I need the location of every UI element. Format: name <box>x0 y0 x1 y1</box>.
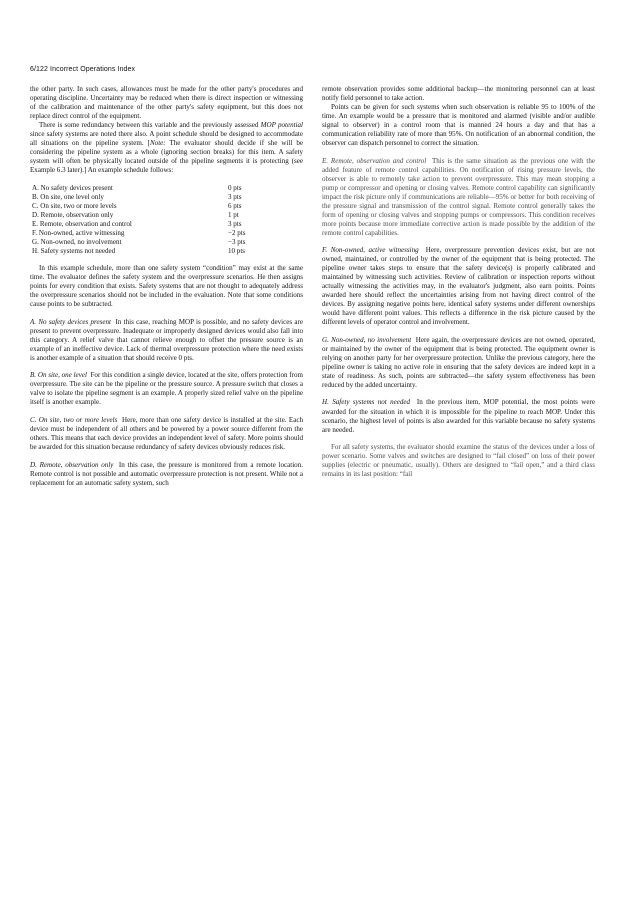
schedule-points: 3 pts <box>228 219 242 228</box>
item-c-heading: C. On site, two or more levels <box>30 416 118 424</box>
schedule-row <box>32 220 303 229</box>
spacer <box>322 148 595 157</box>
schedule-points: 10 pts <box>228 246 246 255</box>
item-d-paragraph <box>30 461 303 488</box>
item-g-body: Here again, the overpressure devices are not owned, operated, or maintained by the owner of the equipment that is being protected. The equipment owner is relying on another party for her overpressure protection. Unlike the previous category, here the pipeline owner is taking no active role in ensuring that the safety devices are indeed kept in a state of readiness. As such, points are subtracted—the safety system effectiveness has been reduced by the added uncertainty. <box>322 335 595 389</box>
item-f-paragraph <box>322 246 595 327</box>
item-d-heading: D. Remote, observation only <box>30 460 114 469</box>
item-e-paragraph <box>322 157 595 238</box>
schedule-explanation: In this example schedule, more than one safety system “condition” may exist at the same time. The evaluator defines the safety system and the overpressure scenarios. He then assigns points for every condition that exists. Safety systems that are not thought to adequately address the overpressure scenarios should not be included in the evaluation. Note that some conditions cause points to be subtracted. <box>30 264 303 309</box>
schedule-label: G. Non-owned, no involvement <box>32 237 122 246</box>
schedule-points: 3 pts <box>228 192 242 201</box>
item-e-heading: E. Remote, observation and control <box>322 156 427 165</box>
item-g-heading: G. Non-owned, no involvement <box>322 335 412 344</box>
item-a-paragraph <box>30 318 303 363</box>
item-f-body: Here, overpressure prevention devices exist, but are not owned, maintained, or controlled by the owner of the equipment that is being protected. The pipeline owner takes steps to ensure that the safety device(s) is properly calibrated and maintained by witnessing such activities. Review of calibration or inspection reports without actually witnessing the activities may, in the evaluator's judgment, also earn points. Points awarded here should reflect the uncertainties arising from not having direct control of the devices. By assigning negative points here, identical safety systems under different ownerships would have different point values. This reflects a difference in the risk picture caused by the different levels of operator control and involvement. <box>322 246 595 327</box>
loss-of-power-paragraph: For all safety systems, the evaluator should examine the status of the devices under a loss of power scenario. Some valves and switches are designed to “fail closed” on loss of their power supplies (electric or pneumatic, usually). Others are designed to “fail open,” and a third class remains in its last position: “fail <box>322 443 595 479</box>
item-b-paragraph <box>30 371 303 407</box>
item-b-body: For this condition a single device, located at the site, offers protection from overpressure. The site can be the pipeline or the pressure source. A pressure switch that closes a valve to isolate the pipeline segment is an example. A properly sized relief valve on the pipeline itself is another example. <box>30 371 303 407</box>
item-h-heading: H. Safety systems not needed <box>322 398 411 407</box>
intro-paragraph-1: the other party. In such cases, allowances must be made for the other party's procedures and operating discipline. Uncertainty may be reduced when there is direct inspection or witnessing of the calibration and maintenance of the other party's safety equipment, but this does not replace direct control of the equipment. <box>30 85 303 121</box>
item-c-paragraph <box>30 416 303 452</box>
schedule-row <box>32 211 303 220</box>
spacer <box>30 408 303 417</box>
right-column <box>322 85 595 479</box>
spacer <box>30 452 303 461</box>
schedule-label: C. On site, two or more levels <box>32 201 117 210</box>
note-label: Note: <box>149 139 166 148</box>
spacer <box>322 390 595 399</box>
schedule-row <box>32 238 303 247</box>
spacer <box>30 309 303 318</box>
schedule-row <box>32 247 303 256</box>
schedule-points: 6 pts <box>228 201 242 210</box>
schedule-label: A. No safety devices present <box>32 183 113 192</box>
item-f-heading: F. Non-owned, active witnessing <box>322 246 419 255</box>
reliability-paragraph: Points can be given for such systems when such observation is reliable 95 to 100% of the time. An example would be a pressure that is monitored and alarmed (visible and/or audible signal to observer) in a control room that is manned 24 hours a day and that has a communication reliability rate of more than 95%. On notification of an abnormal condition, the observer can dispatch personnel to correct the situation. <box>322 103 595 148</box>
spacer <box>30 363 303 372</box>
schedule-row <box>32 202 303 211</box>
schedule-label: E. Remote, observation and control <box>32 219 132 228</box>
schedule-label: B. On site, one level only <box>32 192 104 201</box>
item-a-body: In this case, reaching MOP is possible, and no safety devices are present to prevent overpressure. Inadequate or improperly designed devices would also fall into this category. A relief valve that cannot relieve enough to offset the pressure source is an example of an ineffective device. Lack of thermal overpressure protection where the need exists is another example of a situation that should receive 0 pts. <box>30 317 303 362</box>
spacer <box>322 238 595 247</box>
schedule-label: D. Remote, observation only <box>32 210 114 219</box>
intro-text: The evaluator should decide if she will be considering the pipeline system as a whole (ignoring section breaks) for this item. A safety system will often be physically located outside of the pipeline segments it is protecting (see Example 6.3 later).] An example schedule follows: <box>30 139 303 175</box>
running-head: 6/122 Incorrect Operations Index <box>30 66 136 73</box>
item-d-body: In this case, the pressure is monitored from a remote location. Remote control is not possible and automatic overpressure protection is not present. While not a replacement for an automatic safety system, such <box>30 460 303 487</box>
mop-potential-term: MOP potential <box>260 121 304 130</box>
schedule-label: F. Non-owned, active witnessing <box>32 228 125 237</box>
item-c-body: Here, more than one safety device is installed at the site. Each device must be independent of all others and be powered by a power source different from the others. This means that each device provides an independent level of safety. More points should be awarded for this situation because redundancy of safety devices obviously reduces risk. <box>30 416 304 452</box>
spacer <box>30 175 303 184</box>
item-e-body: This is the same situation as the previous one with the added feature of remote control capabilities. On notification of rising pressure levels, the observer is able to remotely take action to prevent overpressure. This may mean stopping a pump or compressor and opening or closing valves. Remote control capability can significantly impact the risk picture only if communications are reliable—95% or better for both receiving of the pressure signal and transmission of the control signal. Remote control generally takes the form of opening or closing valves and stopping pumps or compressors. This condition receives more points because more immediate corrective action is made possible by the addition of the remote control capabilities. <box>322 156 595 237</box>
schedule-points: 0 pts <box>228 183 242 192</box>
schedule-row <box>32 229 303 238</box>
schedule-label: H. Safety systems not needed <box>32 246 116 255</box>
spacer <box>322 327 595 336</box>
spacer <box>30 256 303 265</box>
intro-paragraph-2 <box>30 121 303 175</box>
item-h-body: In the previous item, MOP potential, the most points were awarded for the situation in which it is impossible for the pipeline to reach MOP. Under this scenario, the highest level of points is also awarded for this variable because no safety systems are needed. <box>322 398 595 434</box>
point-schedule <box>32 184 303 256</box>
schedule-points: −2 pts <box>228 228 246 237</box>
spacer <box>322 435 595 444</box>
intro-text: since safety systems are noted there also. A point schedule should be designed to accommodate all situations on the pipeline system. [ <box>30 130 303 148</box>
item-a-heading: A. No safety devices present <box>30 317 111 326</box>
schedule-row <box>32 184 303 193</box>
schedule-points: −3 pts <box>228 237 246 246</box>
continued-paragraph: remote observation provides some additional backup—the monitoring personnel can at least notify field personnel to take action. <box>322 85 595 103</box>
item-b-heading: B. On site, one level <box>30 371 87 380</box>
left-column <box>30 85 303 488</box>
item-h-paragraph <box>322 398 595 434</box>
intro-text: There is some redundancy between this variable and the previously assessed <box>39 121 261 130</box>
schedule-row <box>32 193 303 202</box>
schedule-points: 1 pt <box>228 210 239 219</box>
item-g-paragraph <box>322 336 595 390</box>
